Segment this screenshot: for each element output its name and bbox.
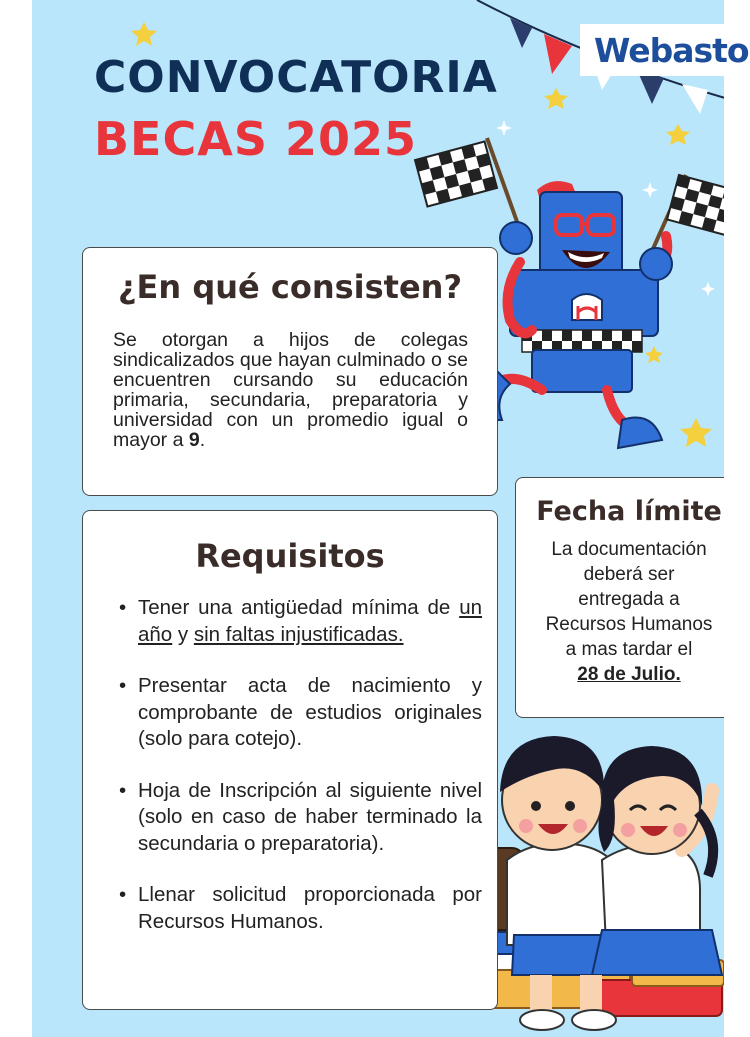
what-section-heading: ¿En qué consisten? [117,268,462,306]
page-margin-right [724,0,750,1037]
deadline-date: 28 de Julio. [577,664,681,685]
what-section-card [82,247,498,496]
what-section-body [113,330,468,450]
requirements-heading: Requisitos [195,537,385,575]
deadline-heading: Fecha límite [536,496,722,527]
requirements-list [119,595,482,960]
no-absences-underlined: sin faltas injustificadas. [193,622,404,646]
deadline-line-3: entregada a [578,589,680,610]
deadline-section-card [515,477,724,718]
deadline-line-5: a mas tardar el [565,639,693,660]
webasto-logo-text: Webasto [594,30,749,70]
one-year-underlined: un año [138,596,482,646]
minimum-average-value: 9 [188,429,200,451]
deadline-line-4: Recursos Humanos [545,614,713,635]
what-body-text: Se otorgan a hijos de colegas sindicalizados que hayan culminado o se encuentren cursando su educación primaria, secundaria, preparatoria y universidad con un promedio igual o mayor a [113,329,468,451]
title-line-1: CONVOCATORIA [94,52,498,103]
what-body-end: . [199,429,206,451]
webasto-logo [580,24,750,76]
deadline-text [516,537,724,687]
deadline-line-1: La documentación [551,539,707,560]
page-margin-left [0,0,32,1037]
requirement-seniority [119,595,482,648]
requirement-documents: • Presentar acta de nacimiento y comprobante de estudios originales (solo para cotejo). [119,673,482,753]
requirements-section-card [82,510,498,1010]
deadline-line-2: deberá ser [583,564,675,585]
requirement-seniority-text: Tener una antigüedad mínima de [138,596,460,619]
poster-background [32,0,724,1037]
requirement-enrollment: • Hoja de Inscripción al siguiente nivel (solo en caso de haber terminado la secundaria o preparatoria). [119,778,482,858]
children-illustration-icon [460,736,724,1030]
requirement-application: • Llenar solicitud proporcionada por Recursos Humanos. [119,882,482,935]
requirement-seniority-connector: y [172,622,194,646]
title-line-2: BECAS 2025 [94,112,418,166]
